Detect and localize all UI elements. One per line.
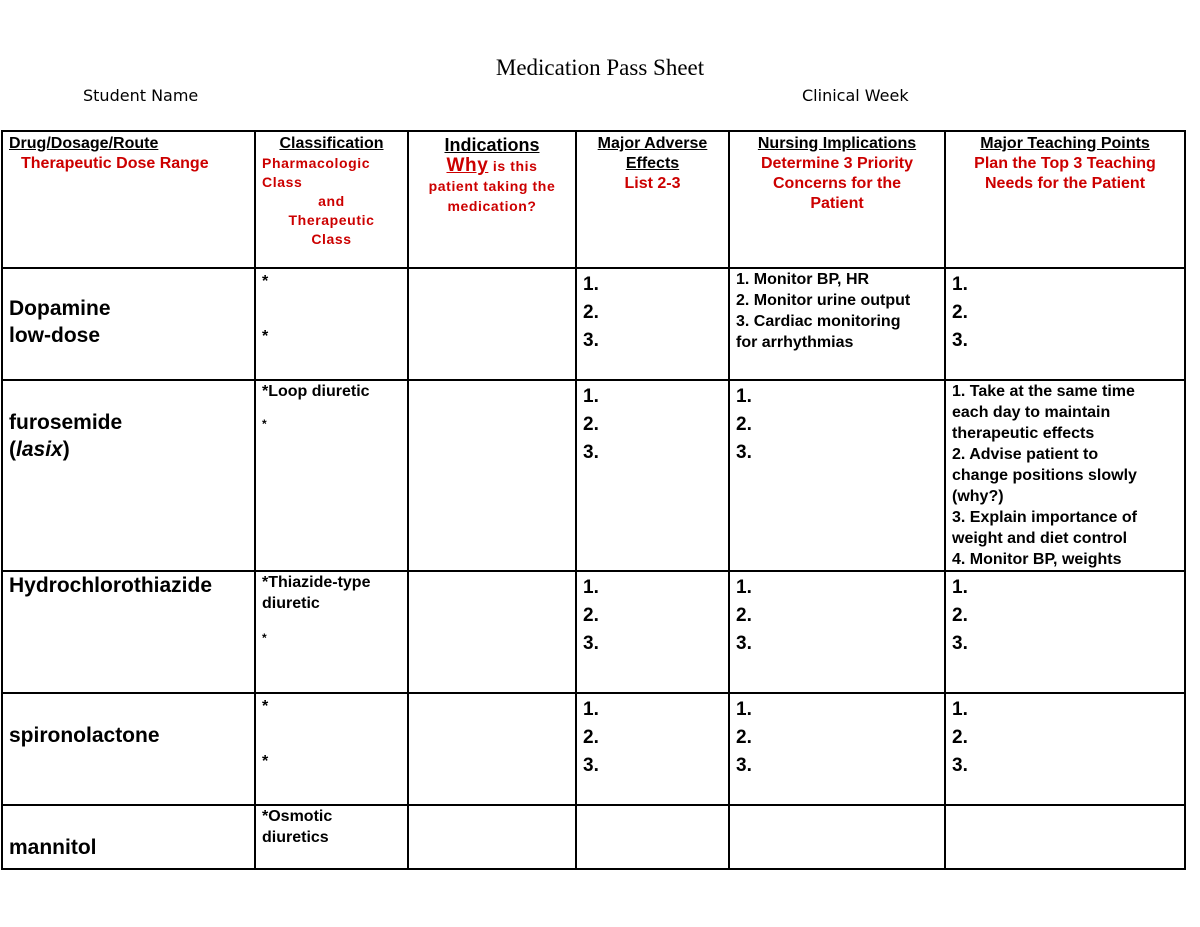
classification-cell[interactable] bbox=[255, 380, 408, 571]
header-indications-sub2: patient taking the bbox=[428, 178, 556, 194]
header-indications bbox=[408, 131, 576, 268]
list-item: 2. bbox=[583, 605, 599, 626]
header-teaching-sub2: Needs for the Patient bbox=[984, 175, 1146, 192]
header-nursing bbox=[729, 131, 945, 268]
list-item: 1. bbox=[736, 577, 752, 598]
medication-table bbox=[1, 130, 1186, 870]
nursing-cell[interactable] bbox=[729, 571, 945, 693]
adverse-cell[interactable] bbox=[576, 571, 729, 693]
list-item: 1. bbox=[583, 577, 599, 598]
list-item: therapeutic effects bbox=[952, 425, 1095, 442]
header-nursing-title: Nursing Implications bbox=[757, 135, 917, 152]
nursing-cell[interactable] bbox=[729, 693, 945, 805]
list-item: 3. bbox=[952, 330, 968, 351]
classification-cell[interactable] bbox=[255, 693, 408, 805]
classification-cell[interactable] bbox=[255, 268, 408, 380]
nursing-cell[interactable] bbox=[729, 380, 945, 571]
header-row bbox=[2, 131, 1185, 268]
drug-name: Dopamine bbox=[9, 297, 111, 320]
table-row bbox=[2, 805, 1185, 869]
header-nursing-sub1: Determine 3 Priority bbox=[760, 155, 914, 172]
list-item: weight and diet control bbox=[952, 530, 1128, 547]
teaching-cell[interactable] bbox=[945, 268, 1185, 380]
adverse-cell[interactable] bbox=[576, 268, 729, 380]
list-item: 2. bbox=[952, 605, 968, 626]
list-item: 2. bbox=[952, 727, 968, 748]
header-nursing-sub3: Patient bbox=[810, 195, 864, 212]
header-indications-sub1: is this bbox=[488, 158, 538, 174]
nursing-cell[interactable] bbox=[729, 805, 945, 869]
header-classification-sub3: Therapeutic bbox=[288, 212, 375, 228]
adverse-cell[interactable] bbox=[576, 693, 729, 805]
header-adverse bbox=[576, 131, 729, 268]
indications-cell[interactable] bbox=[408, 805, 576, 869]
drug-name-detail: low-dose bbox=[9, 324, 101, 347]
list-item: change positions slowly bbox=[952, 467, 1137, 484]
header-drug bbox=[2, 131, 255, 268]
header-classification bbox=[255, 131, 408, 268]
list-item: 2. bbox=[736, 414, 752, 435]
list-item: for arrhythmias bbox=[736, 334, 854, 351]
indications-cell[interactable] bbox=[408, 380, 576, 571]
table-row bbox=[2, 693, 1185, 805]
header-classification-sub1: Pharmacologic bbox=[262, 155, 371, 171]
list-item: 1. bbox=[952, 577, 968, 598]
indications-cell[interactable] bbox=[408, 268, 576, 380]
list-item: 3. bbox=[583, 442, 599, 463]
classification-line: *Osmotic bbox=[262, 808, 333, 825]
classification-line: * bbox=[262, 417, 267, 431]
list-item: 1. bbox=[952, 274, 968, 295]
teaching-cell[interactable] bbox=[945, 693, 1185, 805]
classification-line: * bbox=[262, 273, 269, 290]
drug-name: Hydrochlorothiazide bbox=[9, 574, 213, 597]
header-classification-title: Classification bbox=[279, 135, 384, 152]
classification-cell[interactable] bbox=[255, 571, 408, 693]
classification-line: * bbox=[262, 631, 267, 645]
nursing-cell[interactable] bbox=[729, 268, 945, 380]
student-name-label: Student Name bbox=[83, 86, 199, 105]
drug-cell bbox=[2, 268, 255, 380]
header-classification-and: and bbox=[318, 193, 345, 209]
list-item: 1. Take at the same time bbox=[952, 383, 1135, 400]
drug-cell bbox=[2, 571, 255, 693]
list-item: 1. bbox=[583, 274, 599, 295]
list-item: each day to maintain bbox=[952, 404, 1111, 421]
header-classification-sub2: Class bbox=[262, 174, 303, 190]
list-item: 2. bbox=[736, 605, 752, 626]
indications-cell[interactable] bbox=[408, 693, 576, 805]
header-nursing-sub2: Concerns for the bbox=[772, 175, 901, 192]
table-row bbox=[2, 268, 1185, 380]
teaching-cell[interactable] bbox=[945, 805, 1185, 869]
clinical-week-label: Clinical Week bbox=[802, 86, 909, 105]
header-adverse-title1: Major Adverse bbox=[597, 135, 708, 152]
header-teaching-sub1: Plan the Top 3 Teaching bbox=[974, 155, 1156, 172]
list-item: 1. bbox=[736, 386, 752, 407]
table-row bbox=[2, 571, 1185, 693]
list-item: 2. bbox=[952, 302, 968, 323]
list-item: 2. bbox=[583, 727, 599, 748]
classification-line: * bbox=[262, 698, 269, 715]
drug-name: spironolactone bbox=[9, 724, 160, 747]
list-item: 1. bbox=[583, 699, 599, 720]
list-item: 1. bbox=[583, 386, 599, 407]
list-item: (why?) bbox=[952, 488, 1004, 505]
header-adverse-sub: List 2-3 bbox=[624, 175, 681, 192]
list-item: 1. Monitor BP, HR bbox=[736, 271, 870, 288]
list-item: 3. bbox=[583, 633, 599, 654]
teaching-cell[interactable] bbox=[945, 380, 1185, 571]
indications-cell[interactable] bbox=[408, 571, 576, 693]
drug-name: furosemide bbox=[9, 411, 123, 434]
adverse-cell[interactable] bbox=[576, 805, 729, 869]
list-item: 3. bbox=[583, 330, 599, 351]
list-item: 1. bbox=[736, 699, 752, 720]
list-item: 2. Advise patient to bbox=[952, 446, 1099, 463]
header-indications-line1 bbox=[415, 156, 569, 176]
list-item: 2. bbox=[583, 414, 599, 435]
header-indications-sub3: medication? bbox=[447, 198, 537, 214]
list-item: 2. bbox=[736, 727, 752, 748]
list-item: 2. Monitor urine output bbox=[736, 292, 911, 309]
classification-line: *Loop diuretic bbox=[262, 383, 370, 400]
drug-cell bbox=[2, 805, 255, 869]
classification-line: * bbox=[262, 753, 269, 770]
list-item: 3. Cardiac monitoring bbox=[736, 313, 901, 330]
header-teaching bbox=[945, 131, 1185, 268]
page-title: Medication Pass Sheet bbox=[495, 55, 705, 80]
classification-line: * bbox=[262, 328, 269, 345]
list-item: 3. bbox=[952, 755, 968, 776]
adverse-cell[interactable] bbox=[576, 380, 729, 571]
classification-cell[interactable] bbox=[255, 805, 408, 869]
drug-cell bbox=[2, 380, 255, 571]
header-teaching-title: Major Teaching Points bbox=[980, 135, 1150, 152]
classification-line: *Thiazide-type bbox=[262, 574, 371, 591]
classification-line: diuretic bbox=[262, 595, 320, 612]
header-indications-title: Indications bbox=[444, 135, 540, 155]
teaching-cell[interactable] bbox=[945, 571, 1185, 693]
header-classification-sub4: Class bbox=[311, 231, 352, 247]
list-item: 2. bbox=[583, 302, 599, 323]
drug-cell bbox=[2, 693, 255, 805]
list-item: 3. bbox=[583, 755, 599, 776]
list-item: 4. Monitor BP, weights bbox=[952, 551, 1122, 568]
list-item: 3. bbox=[736, 442, 752, 463]
header-indications-why: Why bbox=[446, 155, 489, 176]
list-item: 3. Explain importance of bbox=[952, 509, 1137, 526]
header-drug-sub: Therapeutic Dose Range bbox=[21, 155, 209, 172]
list-item: 3. bbox=[736, 633, 752, 654]
list-item: 3. bbox=[736, 755, 752, 776]
drug-name: mannitol bbox=[9, 836, 97, 859]
classification-line: diuretics bbox=[262, 829, 329, 846]
drug-name-detail: (lasix) bbox=[9, 438, 70, 461]
header-drug-title: Drug/Dosage/Route bbox=[9, 135, 159, 152]
header-adverse-title2: Effects bbox=[625, 155, 680, 172]
list-item: 3. bbox=[952, 633, 968, 654]
table-row bbox=[2, 380, 1185, 571]
list-item: 1. bbox=[952, 699, 968, 720]
